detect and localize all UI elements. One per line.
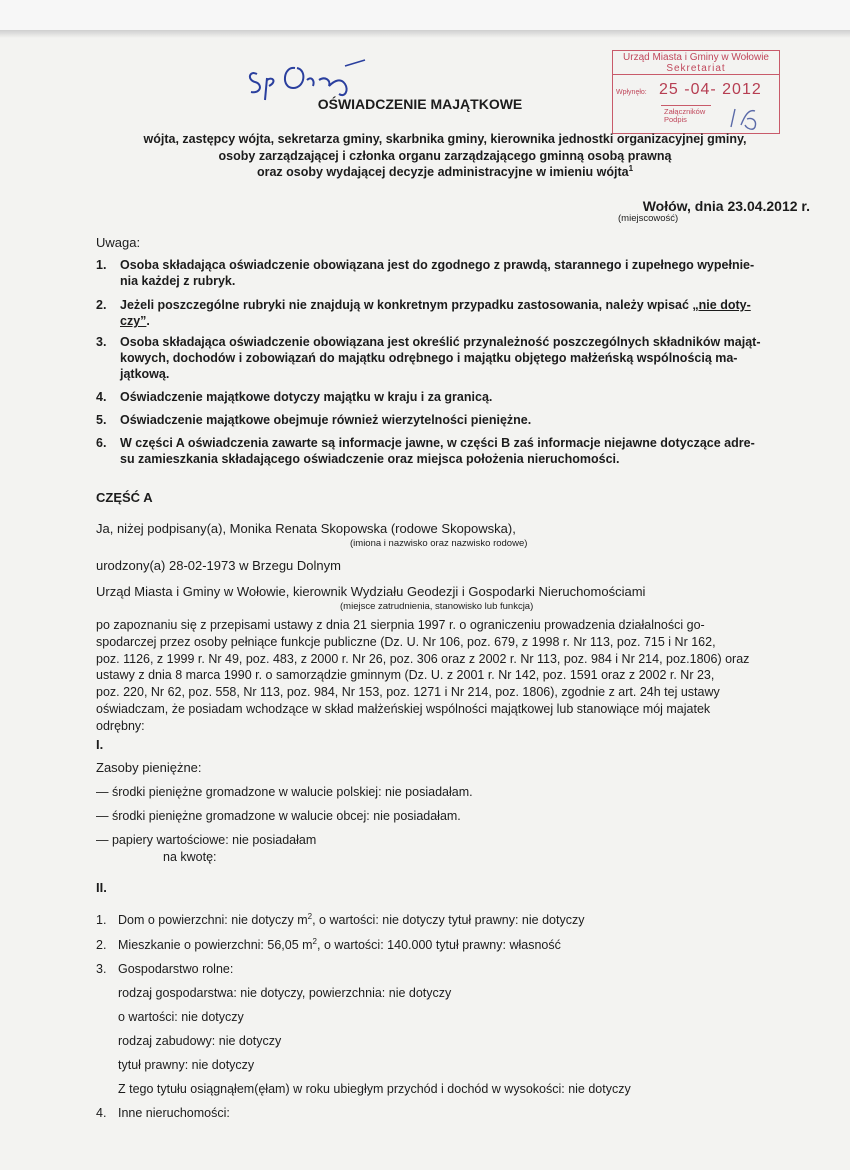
stamp-received-label: Wpłynęło:: [616, 89, 647, 96]
birth-line: urodzony(a) 28-02-1973 w Brzegu Dolnym: [96, 558, 341, 573]
note-3-line-1: Osoba składająca oświadczenie obowiązana jest określić przynależność poszczególnych składników mająt-: [120, 335, 761, 349]
legal-line: poz. 220, Nr 62, poz. 558, Nr 113, poz. 984, Nr 153, poz. 1271 i Nr 214, poz. 1806), zgodnie z art. 24h tej ustawy: [96, 685, 720, 700]
declarant-label: (imiona i nazwisko oraz nazwisko rodowe): [350, 538, 528, 549]
declarant-line: Ja, niżej podpisany(a), Monika Renata Skopowska (rodowe Skopowska),: [96, 521, 516, 536]
note-2-number: 2.: [96, 298, 107, 312]
flat-text: Mieszkanie o powierzchni: 56,05 m: [118, 938, 313, 952]
legal-line: po zapoznaniu się z przepisami ustawy z dnia 21 sierpnia 1997 r. o ograniczeniu prowadzenia działalności go-: [96, 618, 705, 632]
received-stamp: [612, 50, 780, 134]
cash-foreign-line: — środki pieniężne gromadzone w walucie obcej: nie posiadałam.: [96, 809, 461, 823]
flat-unit-sup: 2: [312, 936, 317, 946]
house-unit-sup: 2: [307, 911, 313, 921]
note-6-line-1: W części A oświadczenia zawarte są informacje jawne, w części B zaś informacje niejawne dotyczące adre-: [120, 436, 755, 450]
subtitle-line-2: osoby zarządzającej i członka organu zarządzającego gminną osobą prawną: [218, 149, 672, 163]
stamp-attachments-label: [664, 108, 705, 124]
place-date: Wołów, dnia 23.04.2012 r.: [642, 198, 810, 214]
subtitle-line-3: [60, 164, 830, 180]
farm-text: Gospodarstwo rolne:: [118, 962, 234, 976]
footnote-marker: 1: [628, 163, 634, 173]
farm-number: 3.: [96, 962, 107, 976]
stamp-dept: Sekretariat: [666, 63, 726, 74]
farm-line: [96, 961, 816, 977]
farm-title-line: tytuł prawny: nie dotyczy: [118, 1058, 255, 1072]
legal-line: poz. 1126, z 1999 r. Nr 49, poz. 483, z 2000 r. Nr 26, poz. 306 oraz z 2002 r. Nr 113, poz. 984 i Nr 214, poz.1806) oraz: [96, 651, 750, 666]
note-6-number: 6.: [96, 436, 107, 450]
legal-line: odrębny:: [96, 718, 145, 733]
note-4-text: Oświadczenie majątkowe dotyczy majątku w kraju i za granicą.: [120, 390, 493, 404]
scan-shadow: [0, 30, 850, 38]
stamp-box-line: [661, 105, 711, 106]
farm-type-line: rodzaj gospodarstwa: nie dotyczy, powierzchnia: nie dotyczy: [118, 986, 452, 1000]
legal-line: spodarczej przez osoby pełniące funkcje publiczne (Dz. U. Nr 106, poz. 679, z 1998 r. Nr 113, poz. 715 i Nr 162,: [96, 634, 716, 649]
note-3-number: 3.: [96, 335, 107, 349]
flat-number: 2.: [96, 938, 107, 952]
part-a-heading: CZĘŚĆ A: [96, 490, 153, 505]
cash-pln-line: — środki pieniężne gromadzone w walucie polskiej: nie posiadałam.: [96, 785, 473, 799]
farm-value-line: o wartości: nie dotyczy: [118, 1010, 244, 1024]
securities-amount: na kwotę:: [163, 850, 217, 864]
note-2-quote-end: czy”: [120, 314, 147, 328]
house-text: Dom o powierzchni: nie dotyczy m: [118, 913, 308, 927]
farm-income-line: Z tego tytułu osiągnąłem(ęłam) w roku ubiegłym przychód i dochód w wysokości: nie dotyczy: [118, 1082, 631, 1096]
stamp-attachments-text: Załączników: [664, 107, 706, 116]
other-number: 4.: [96, 1106, 107, 1120]
document-title: OŚWIADCZENIE MAJĄTKOWE: [317, 96, 523, 112]
stamp-office: Urząd Miasta i Gminy w Wołowie: [623, 52, 769, 63]
note-1-number: 1.: [96, 258, 107, 272]
section-1-heading: I.: [96, 737, 104, 752]
scan-top-edge: [0, 0, 850, 30]
legal-line: ustawy z dnia 8 marca 1990 r. o samorządzie gminnym (Dz. U. z 2001 r. Nr 142, poz. 1591 oraz z 2002 r. Nr 23,: [96, 668, 715, 683]
stamp-signature-text: Podpis: [664, 115, 687, 124]
subtitle-line-1: wójta, zastępcy wójta, sekretarza gminy, skarbnika gminy, kierownika jednostki organizacyjnej gminy,: [143, 132, 747, 146]
note-1-line-2: nia każdej z rubryk.: [120, 274, 236, 288]
other-property-line: [96, 1105, 816, 1121]
note-2-line-2: [120, 313, 814, 329]
other-text: Inne nieruchomości:: [118, 1106, 230, 1120]
place-label: (miejscowość): [618, 213, 679, 224]
house-number: 1.: [96, 913, 107, 927]
farm-building-line: rodzaj zabudowy: nie dotyczy: [118, 1034, 282, 1048]
subtitle-line-3-text: oraz osoby wydającej decyzje administracyjne w imieniu wójta: [256, 165, 629, 179]
note-2-quote: „nie doty-: [692, 298, 751, 312]
note-1-line-1: Osoba składająca oświadczenie obowiązana jest do zgodnego z prawdą, starannego i zupełnego wypełnie-: [120, 258, 755, 272]
legal-line: oświadczam, że posiadam wchodzące w skład małżeńskiej wspólności majątkowej lub stanowiące mój majatek: [96, 701, 711, 716]
legal-paragraph: [96, 617, 816, 735]
note-heading: Uwaga:: [96, 235, 141, 250]
employer-line: Urząd Miasta i Gminy w Wołowie, kierownik Wydziału Geodezji i Gospodarki Nieruchomościami: [96, 584, 646, 599]
note-2-text: Jeżeli poszczególne rubryki nie znajdują w konkretnym przypadku zastosowania, należy wpisać: [120, 298, 693, 312]
section-2-heading: II.: [96, 880, 107, 895]
flat-line: [96, 937, 816, 953]
note-2-line-1: [120, 297, 814, 313]
note-3-line-2: kowych, dochodów i zobowiązań do majątku odrębnego i majątku objętego małżeńską wspólnością ma-: [120, 351, 738, 365]
note-5-number: 5.: [96, 413, 107, 427]
securities-line: — papiery wartościowe: nie posiadałam: [96, 833, 317, 847]
flat-tail: , o wartości: 140.000 tytuł prawny: własność: [317, 938, 561, 952]
note-3-line-3: jątkową.: [120, 367, 170, 381]
stamp-handwritten-15: [725, 105, 765, 131]
section-1-label: Zasoby pieniężne:: [96, 760, 202, 775]
stamp-divider: [613, 74, 779, 75]
note-5-text: Oświadczenie majątkowe obejmuje również wierzytelności pieniężne.: [120, 413, 532, 427]
house-line: [96, 912, 816, 928]
employer-label: (miejsce zatrudnienia, stanowisko lub funkcja): [340, 601, 534, 612]
stamp-received-date: 25 -04- 2012: [659, 81, 762, 98]
note-4-number: 4.: [96, 390, 107, 404]
house-tail: , o wartości: nie dotyczy tytuł prawny: nie dotyczy: [312, 913, 585, 927]
note-6-line-2: su zamieszkania składającego oświadczenie oraz miejsca położenia nieruchomości.: [120, 452, 620, 466]
note-2-tail: .: [146, 314, 150, 328]
